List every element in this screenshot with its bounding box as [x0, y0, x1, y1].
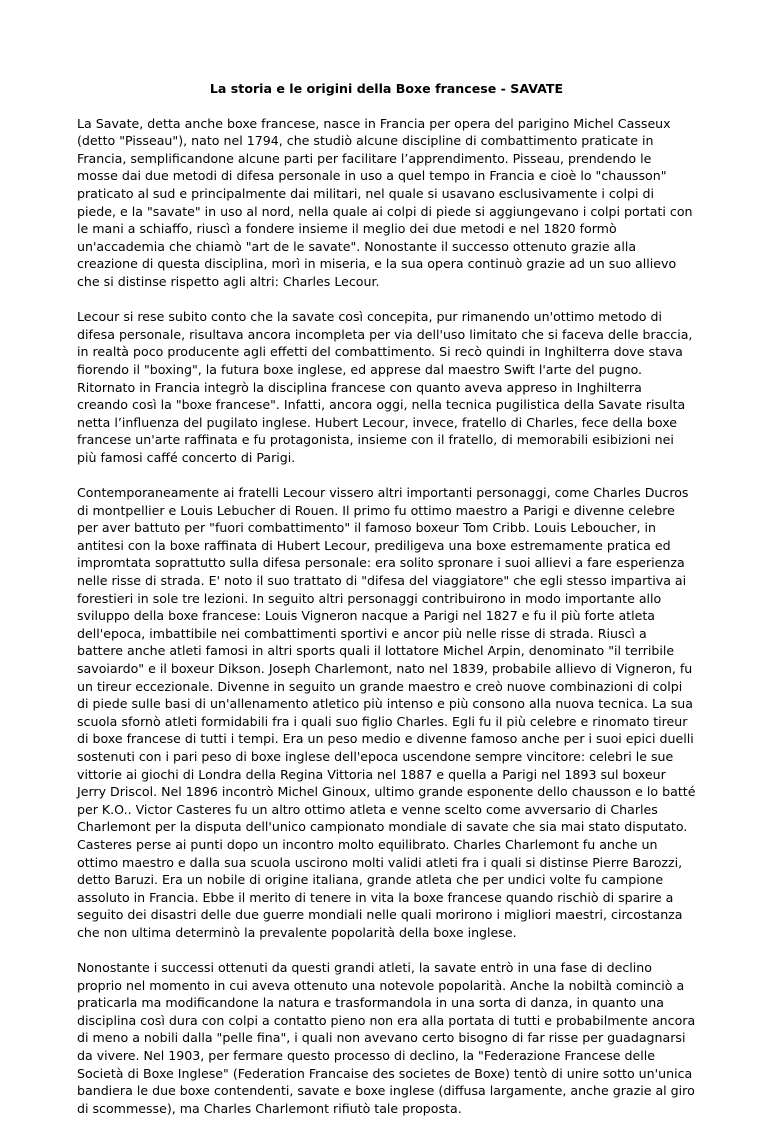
- document-page: [77, 80, 696, 1135]
- paragraph-lecour: Lecour si rese subito conto che la savate così concepita, pur rimanendo un'ottimo metodo di difesa personale, risultava ancora incompleta per via dell'uso limitato che si faceva delle braccia, in realtà poco producente agli effetti del combattimento. Si recò quindi in Inghilterra dove stava fiorendo il "boxing", la futura boxe inglese, ed apprese dal maestro Swift l'arte del pugno. Ritornato in Francia integrò la disciplina francese con quanto aveva appreso in Inghilterra creando così la "boxe francese". Infatti, ancora oggi, nella tecnica pugilistica della Savate risulta netta l’influenza del pugilato inglese. Hubert Lecour, invece, fratello di Charles, fece della boxe francese un'arte raffinata e fu protagonista, insieme con il fratello, di memorabili esibizioni nei più famosi caffé concerto di Parigi.: [77, 309, 693, 465]
- document-title: La storia e le origini della Boxe francese - SAVATE: [209, 81, 564, 96]
- paragraph-decline: Nonostante i successi ottenuti da questi grandi atleti, la savate entrò in una fase di declino proprio nel momento in cui aveva ottenuto una notevole popolarità. Anche la nobiltà cominciò a praticarla ma modificandone la natura e trasformandola in una sorta di danza, in quanto una disciplina così dura con colpi a contatto pieno non era alla portata di tutti e probabilmente ancora di meno a nobili dalla "pelle fina", i quali non avevano certo bisogno di far risse per guadagnarsi da vivere. Nel 1903, per fermare questo processo di declino, la "Federazione Francese delle Società di Boxe Inglese" (Federation Francaise des societes de Boxe) tentò di unire sotto un'unica bandiera le due boxe contendenti, savate e boxe inglese (diffusa largamente, anche grazie al giro di scommesse), ma Charles Charlemont rifiutò tale proposta.: [77, 960, 696, 1116]
- paragraph-contemporaries: Contemporaneamente ai fratelli Lecour vissero altri importanti personaggi, come Charles Ducros di montpellier e Louis Lebucher di Rouen. Il primo fu ottimo maestro a Parigi e divenne celebre per aver battuto per "fuori combattimento" il famoso boxeur Tom Cribb. Louis Leboucher, in antitesi con la boxe raffinata di Hubert Lecour, prediligeva una boxe estremamente pratica ed impromtata soprattutto sulla difesa personale: era solito spronare i suoi allievi a fare esperienza nelle risse di strada. E' noto il suo trattato di "difesa del viaggiatore" che egli stesso impartiva ai forestieri in sole tre lezioni. In seguito altri personaggi contribuirono in modo importante allo sviluppo della boxe francese: Louis Vigneron nacque a Parigi nel 1827 e fu il più forte atleta dell'epoca, imbattibile nei combattimenti sportivi e ancor più nelle risse di strada. Riuscì a battere anche atleti famosi in altri sports quali il lottatore Michel Arpin, denominato "il terribile savoiardo" e il boxeur Dikson. Joseph Charlemont, nato nel 1839, probabile allievo di Vigneron, fu un tireur eccezionale. Divenne in seguito un grande maestro e creò nuove combinazioni di colpi di piede sulle basi di un'allenamento atletico più intenso e più consono alla nuova tecnica. La sua scuola sfornò atleti formidabili fra i quali suo figlio Charles. Egli fu il più celebre e rinomato tireur di boxe francese di tutti i tempi. Era un peso medio e divenne famoso anche per i suoi epici duelli sostenuti con i pari peso di boxe inglese dell'epoca uscendone sempre vincitore: celebri le sue vittorie ai giochi di Londra della Regina Vittoria nel 1887 e quella a Parigi nel 1893 sul boxeur Jerry Driscol. Nel 1896 incontrò Michel Ginoux, ultimo grande esponente dello chausson e lo batté per K.O.. Victor Casteres fu un altro ottimo atleta e venne scelto come avversario di Charles Charlemont per la disputa dell'unico campionato mondiale di savate che sia mai stato disputato. Casteres perse ai punti dopo un incontro molto equilibrato. Charles Charlemont fu anche un ottimo maestro e dalla sua scuola uscirono molti validi atleti fra i quali si distinse Pierre Barozzi, detto Baruzi. Era un nobile di origine italiana, grande atleta che per undici volte fu campione assoluto in Francia. Ebbe il merito di tenere in vita la boxe francese quando rischiò di sparire a seguito dei disastri delle due guerre mondiali nelle quali morirono i migliori maestri, circostanza che non ultima determinò la prevalente popolarità della boxe inglese.: [77, 485, 696, 940]
- paragraph-origins: La Savate, detta anche boxe francese, nasce in Francia per opera del parigino Michel Casseux (detto "Pisseau"), nato nel 1794, che studiò alcune discipline di combattimento praticate in Francia, semplificandone alcune parti per facilitare l’apprendimento. Pisseau, prendendo le mosse dai due metodi di difesa personale in uso a quel tempo in Francia e cioè lo "chausson" praticato al sud e principalmente dai militari, nel quale si usavano esclusivamente i colpi di piede, e la "savate" in uso al nord, nella quale ai colpi di piede si aggiungevano i colpi portati con le mani a schiaffo, riuscì a fondere insieme il meglio dei due metodi e nel 1820 formò un'accademia che chiamò "art de le savate". Nonostante il successo ottenuto grazie alla creazione di questa disciplina, morì in miseria, e la sua opera continuò grazie ad un suo allievo che si distinse rispetto agli altri: Charles Lecour.: [77, 115, 693, 289]
